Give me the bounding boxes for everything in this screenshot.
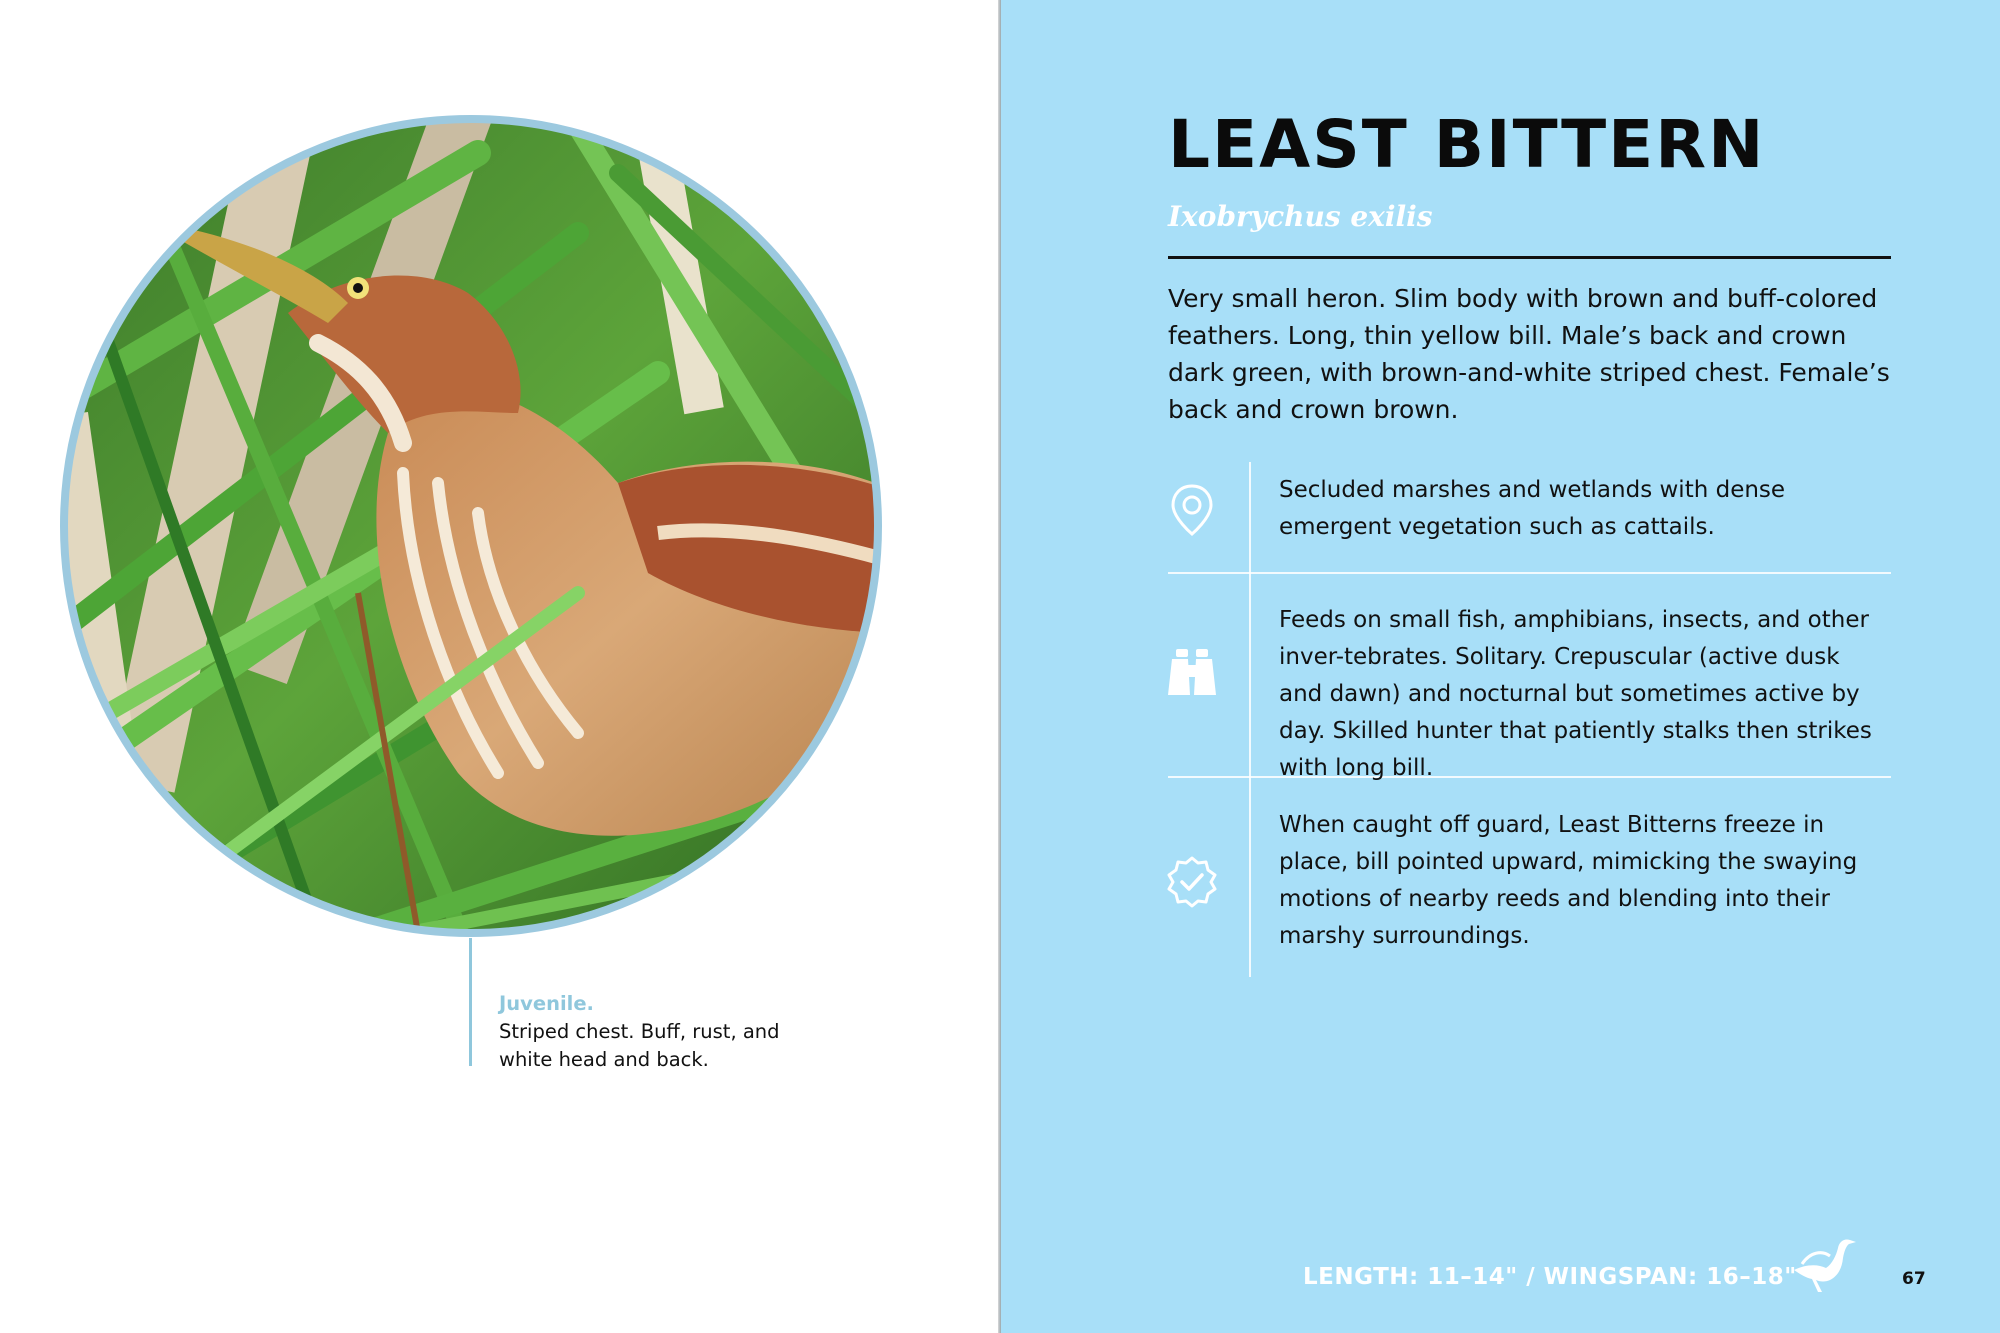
fact-text-fun-fact: When caught off guard, Least Bitterns freeze in place, bill pointed upward, mimicking the swaying motions of nearby reeds and blending into their marshy surroundings. bbox=[1279, 812, 1858, 949]
fact-text-behavior: Feeds on small fish, amphibians, insects, and other inver-tebrates. Solitary. Crepuscular (active dusk and dawn) and nocturnal but sometimes active by day. Skilled hunter that patiently stalks then strikes with long bill. bbox=[1279, 607, 1872, 781]
caption-text: Striped chest. Buff, rust, and white head and back. bbox=[499, 1020, 780, 1071]
facts-vertical-divider bbox=[1249, 462, 1251, 977]
title-rule bbox=[1168, 256, 1891, 259]
page-number: 67 bbox=[1902, 1269, 1926, 1289]
fact-text-habitat: Secluded marshes and wetlands with dense emergent vegetation such as cattails. bbox=[1279, 477, 1786, 540]
caption-title: Juvenile. bbox=[499, 992, 594, 1015]
species-description: Very small heron. Slim body with brown and buff-colored feathers. Long, thin yellow bill. Male’s back and crown dark green, with brown-and-white striped chest. Female’s back and crown brown. bbox=[1168, 284, 1890, 424]
scientific-name: Ixobrychus exilis bbox=[1168, 200, 1433, 233]
facts-rule bbox=[1168, 572, 1891, 574]
binoculars-icon bbox=[1162, 643, 1222, 703]
bird-photo bbox=[58, 113, 884, 939]
badge-check-icon bbox=[1162, 852, 1222, 912]
species-title: LEAST BITTERN bbox=[1168, 106, 1766, 183]
egret-icon bbox=[1792, 1234, 1858, 1294]
caption-leader-line bbox=[469, 938, 472, 1066]
photo-caption bbox=[499, 990, 819, 1074]
footer-measurements: LENGTH: 11–14" / WINGSPAN: 16–18" bbox=[1303, 1264, 1797, 1290]
location-pin-icon bbox=[1162, 480, 1222, 540]
